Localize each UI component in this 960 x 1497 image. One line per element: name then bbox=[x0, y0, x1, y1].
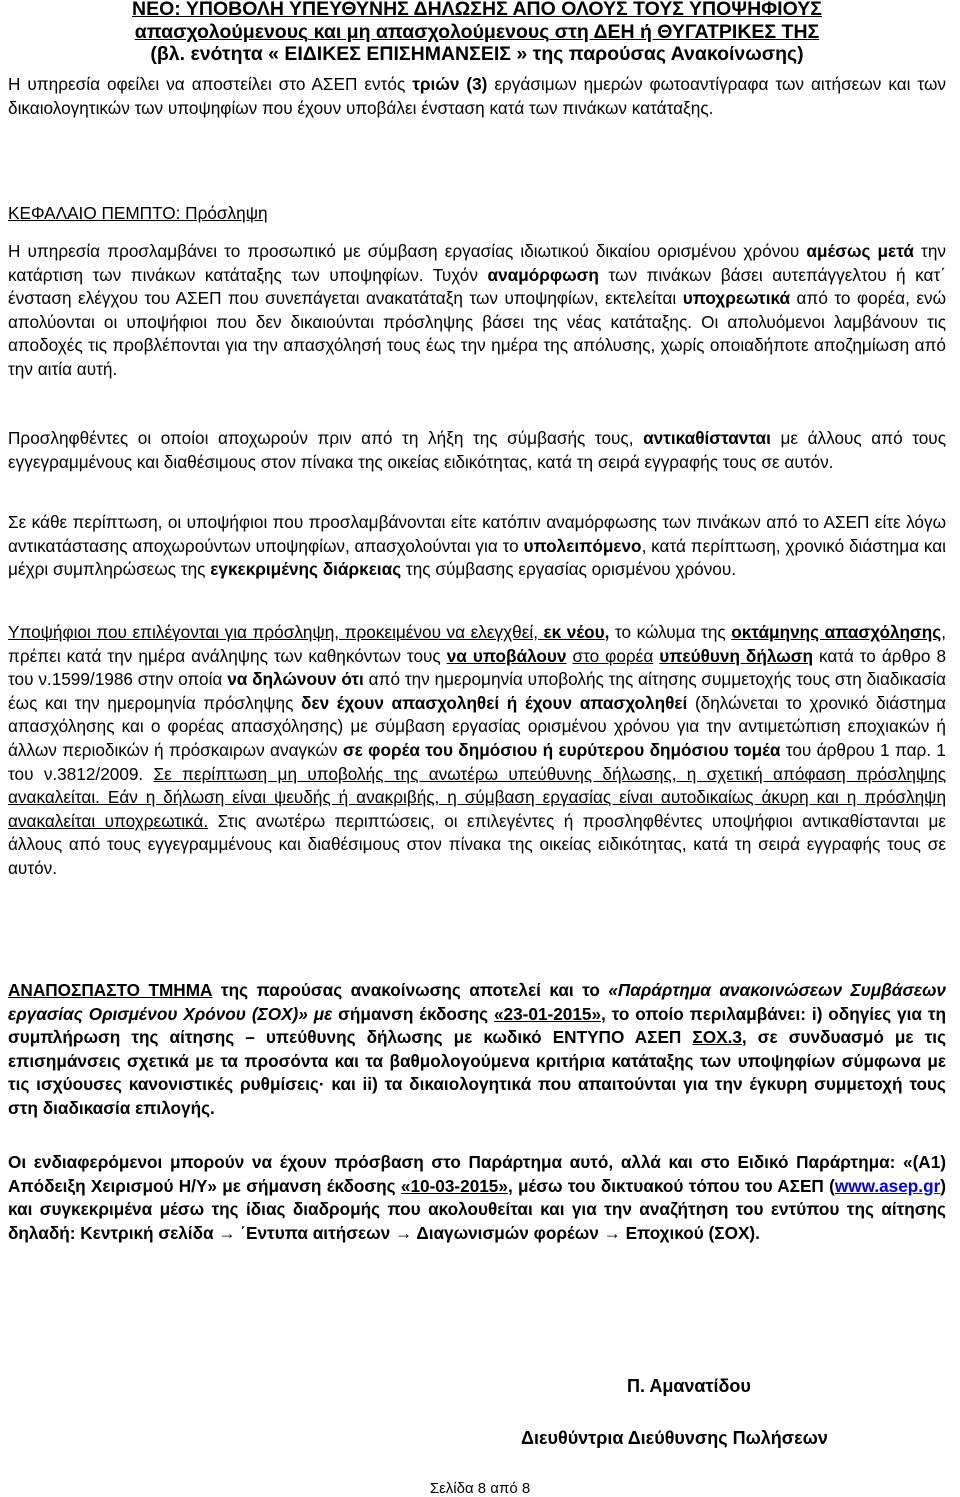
paragraph-annex: ΑΝΑΠΟΣΠΑΣΤΟ ΤΜΗΜΑ της παρούσας ανακοίνωσης αποτελεί και το «Παράρτημα ανακοινώσεων Συμβάσεων εργασίας Ορισμένου Χρόνου (ΣΟΧ)» με σήμανση έκδοσης «23-01-2015», το οποίο περιλαμβάνει: i) οδηγίες για τη συμπλήρωση της αίτησης – υπεύθυνης δήλωσης με κωδικό ΕΝΤΥΠΟ ΑΣΕΠ ΣΟΧ.3, σε συνδυασμό με τις επισημάνσεις σχετικά με τα προσόντα και τα βαθμολογούμενα κριτήρια κατάταξης των υποψηφίων σύμφωνα με τις ισχύουσες κανονιστικές ρυθμίσεις· και ii) τα δικαιολογητικά που απαιτούνται για την έγκυρη συμμετοχή τους στη διαδικασία επιλογής. bbox=[8, 980, 947, 1118]
paragraph-access: Οι ενδιαφερόμενοι μπορούν να έχουν πρόσβαση στο Παράρτημα αυτό, αλλά και στο Ειδικό Παράρτημα: «(Α1) Απόδειξη Χειρισμού Η/Υ» με σήμανση έκδοσης «10-03-2015», μέσω του δικτυακού τόπου του ΑΣΕΠ (www.asep.gr) και συγκεκριμένα μέσω της ίδιας διαδρομής που ακολουθείται και για την αναζήτηση του εντύπου της αίτησης δηλαδή: Κεντρική σελίδα → ΄Εντυπα αιτήσεων → Διαγωνισμών φορέων → Εποχικού (ΣΟΧ). bbox=[8, 1152, 946, 1243]
paragraph-submission: Η υπηρεσία οφείλει να αποστείλει στο ΑΣΕΠ εντός τριών (3) εργάσιμων ημερών φωτοαντίγραφα των αιτήσεων και των δικαιολογητικών των υποψηφίων που έχουν υποβάλει ένσταση κατά των πινάκων κατάταξης. bbox=[8, 74, 946, 118]
paragraph-remaining-period: Σε κάθε περίπτωση, οι υποψήφιοι που προσλαμβάνονται είτε κατόπιν αναμόρφωσης των πινάκων από το ΑΣΕΠ είτε λόγω αντικατάστασης αποχωρούντων υποψηφίων, απασχολούνται για το υπολειπόμενο, κατά περίπτωση, χρονικό διάστημα και μέχρι συμπληρώσεως της εγκεκριμένης διάρκειας της σύμβασης εργασίας ορισμένου χρόνου. bbox=[8, 512, 947, 580]
signatory-name: Π. Αμανατίδου bbox=[627, 1376, 751, 1396]
notice-heading bbox=[8, 0, 946, 66]
chapter-heading: ΚΕΦΑΛΑΙΟ ΠΕΜΠΤΟ: Πρόσληψη bbox=[8, 203, 268, 223]
heading-line-1: ΝΕΟ: ΥΠΟΒΟΛΗ ΥΠΕΥΘΥΝΗΣ ΔΗΛΩΣΗΣ ΑΠΟ ΟΛΟΥΣ ΤΟΥΣ ΥΠΟΨΗΦΙΟΥΣ bbox=[132, 0, 822, 20]
paragraph-solemn-declaration: Υποψήφιοι που επιλέγονται για πρόσληψη, προκειμένου να ελεγχθεί, εκ νέου, το κώλυμα της οκτάμηνης απασχόλησης, πρέπει κατά την ημέρα ανάληψης των καθηκόντων τους να υποβάλουν στο φορέα υπεύθυνη δήλωση κατά το άρθρο 8 του ν.1599/1986 στην οποία να δηλώνουν ότι από την ημερομηνία υποβολής της αίτησης συμμετοχής τους στη διαδικασία έως και την ημερομηνία πρόσληψης δεν έχουν απασχοληθεί ή έχουν απασχοληθεί (δηλώνεται το χρονικό διάστημα απασχόλησης και ο φορέας απασχόλησης) με σύμβαση εργασίας ορισμένου χρόνου για την αντιμετώπιση εποχιακών ή άλλων περιοδικών ή πρόσκαιρων αναγκών σε φορέα του δημόσιου ή ευρύτερου δημόσιου τομέα του άρθρου 1 παρ. 1 του ν.3812/2009. Σε περίπτωση μη υποβολής της ανωτέρω υπεύθυνης δήλωσης, η σχετική απόφαση πρόσληψης ανακαλείται. Εάν η δήλωση είναι ψευδής ή ανακριβής, η σύμβαση εργασίας είναι αυτοδικαίως άκυρη και η πρόσληψη ανακαλείται υποχρεωτικά. Στις ανωτέρω περιπτώσεις, οι επιλεγέντες ή προσληφθέντες υποψήφιοι αντικαθίστανται με άλλους από τους εγγεγραμμένους και διαθέσιμους στον πίνακα της οικείας ειδικότητας, κατά τη σειρά εγγραφής τους σε αυτόν. bbox=[8, 622, 947, 878]
heading-line-2: απασχολούμενους και μη απασχολούμενους στη ΔΕΗ ή ΘΥΓΑΤΡΙΚΕΣ ΤΗΣ bbox=[134, 20, 820, 43]
asep-website-link[interactable]: www.asep.gr bbox=[834, 1175, 941, 1196]
signatory-title: Διευθύντρια Διεύθυνσης Πωλήσεων bbox=[521, 1428, 828, 1448]
heading-line-3: (βλ. ενότητα « ΕΙΔΙΚΕΣ ΕΠΙΣΗΜΑΝΣΕΙΣ » της παρούσας Ανακοίνωσης) bbox=[150, 43, 804, 65]
paragraph-replacement: Προσληφθέντες οι οποίοι αποχωρούν πριν από τη λήξη της σύμβασής τους, αντικαθίστανται με άλλους από τους εγγεγραμμένους και διαθέσιμους στον πίνακα της οικείας ειδικότητας, κατά τη σειρά εγγραφής τους σε αυτόν. bbox=[8, 428, 946, 472]
page-number: Σελίδα 8 από 8 bbox=[429, 1480, 531, 1497]
paragraph-hiring: Η υπηρεσία προσλαμβάνει το προσωπικό με σύμβαση εργασίας ιδιωτικού δικαίου ορισμένου χρόνου αμέσως μετά την κατάρτιση των πινάκων κατάταξης των υποψηφίων. Τυχόν αναμόρφωση των πινάκων βάσει αυτεπάγγελτου ή κατ΄ ένσταση ελέγχου του ΑΣΕΠ που συνεπάγεται ανακατάταξη των υποψηφίων, εκτελείται υποχρεωτικά από το φορέα, ενώ απολύονται οι υποψήφιοι που δεν δικαιούνται πρόσληψης βάσει της νέας κατάταξης. Οι απολυόμενοι λαμβάνουν τις αποδοχές τις προβλέπονται για την απασχόλησή τους έως την ημέρα της απόλυσης, χωρίς οποιαδήποτε αποζημίωση από την αιτία αυτή. bbox=[8, 241, 947, 379]
